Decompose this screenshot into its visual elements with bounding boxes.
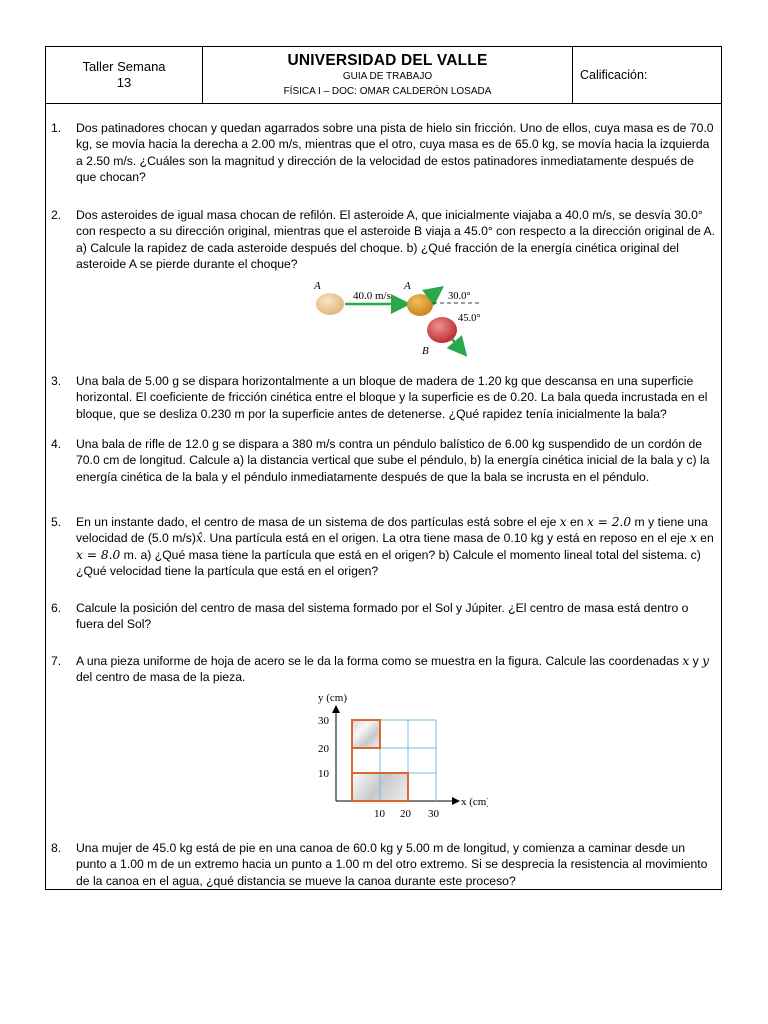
question-text: Una bala de 5.00 g se dispara horizontalmente a un bloque de madera de 1.20 kg que descansa en una superficie horizontal. El coeficiente de fricción cinética entre el bloque y la superficie es de 0.20. La bala queda incrustada en el bloque, que se desliza 0.230 m por la superficie antes de detenerse. ¿Qué rapidez tenía inicialmente la bala? (76, 374, 708, 421)
university-cell (203, 47, 573, 103)
question-number: 1. (51, 121, 62, 135)
question-2 (51, 207, 715, 273)
question-8 (51, 840, 715, 889)
velocity-arrow-a-final (428, 289, 440, 298)
question-text: Una bala de rifle de 12.0 g se dispara a 380 m/s contra un péndulo balístico de 6.00 kg suspendido de un cordón de 70.0 cm de longitud. Calcule a) la distancia vertical que sube el péndulo, b) la energía cinética inicial de la bala y c) la energía cinética de la bala y el péndulo inmediatamente después de que la bala se incrusta en el péndulo. (76, 437, 710, 484)
question-4 (51, 436, 715, 485)
question-1 (51, 120, 715, 186)
asteroid-collision-figure (308, 277, 488, 357)
grade-label: Calificación: (580, 68, 648, 82)
university-name: UNIVERSIDAD DEL VALLE (287, 51, 488, 69)
x-tick-10: 10 (374, 808, 385, 820)
header-table (46, 47, 721, 104)
label-a-final: A (404, 280, 411, 292)
x-tick-30: 30 (428, 808, 439, 820)
asteroid-a-initial (316, 293, 344, 315)
question-number: 5. (51, 515, 62, 529)
grade-cell (573, 47, 721, 103)
y-axis-label: y (cm) (318, 692, 348, 704)
y-tick-30: 30 (318, 715, 329, 727)
question-text: Una mujer de 45.0 kg está de pie en una canoa de 60.0 kg y 5.00 m de longitud, y comienza a caminar desde un punto a 1.00 m de un extremo hacia un punto a 1.00 m del otro extremo. Si se desprecia la resistencia al movimiento de la canoa en el agua, ¿qué distancia se mueve la canoa durante este proceso? (76, 841, 708, 888)
question-number: 6. (51, 601, 62, 615)
question-number: 7. (51, 654, 62, 668)
question-3 (51, 373, 715, 422)
y-tick-20: 20 (318, 743, 329, 755)
question-number: 3. (51, 374, 62, 388)
label-b: B (422, 345, 429, 357)
question-7 (51, 653, 715, 686)
guide-title: GUIA DE TRABAJO (342, 70, 433, 82)
course-title: FÍSICA I – DOC: OMAR CALDERÓN LOSADA (283, 85, 492, 97)
question-5 (51, 514, 715, 580)
angle-a-label: 30.0° (448, 291, 471, 302)
velocity-arrow-b (452, 339, 464, 353)
taller-title: Taller Semana (82, 59, 166, 74)
worksheet-page (45, 46, 722, 890)
x-axis-label: x (cm) (461, 796, 488, 808)
question-text: Calcule la posición del centro de masa del sistema formado por el Sol y Júpiter. ¿El centro de masa está dentro o fuera del Sol? (76, 601, 689, 632)
question-text: En un instante dado, el centro de masa de un sistema de dos partículas está sobre el eje x en x = 2.0 m y tiene una velocidad de (5.0 m/s)x̂. Una partícula está en el origen. La otra tiene masa de 0.10 kg y está en reposo en el eje x en x = 8.0 m. a) ¿Qué masa tiene la partícula que está en el origen? b) Calcule el momento lineal total del sistema. c) ¿Qué velocidad tiene la partícula que está en el origen? (76, 515, 714, 579)
question-number: 2. (51, 208, 62, 222)
y-tick-10: 10 (318, 768, 329, 780)
question-text: Dos asteroides de igual masa chocan de refilón. El asteroide A, que inicialmente viajaba a 40.0 m/s, se desvía 30.0° con respecto a su dirección original, mientras que el asteroide B viaja a 45.0° con respecto a la dirección original de A. a) Calcule la rapidez de cada asteroide después del choque. b) ¿Qué fracción de la energía cinética original del asteroide A se pierde durante el choque? (76, 208, 715, 272)
label-a-initial: A (314, 280, 321, 292)
question-text: Dos patinadores chocan y quedan agarrados sobre una pista de hielo sin fricción. Uno de ellos, cuya masa es de 70.0 kg, se movía hacia la derecha a 2.00 m/s, mientras que el otro, cuya masa es de 65.0 kg, se movía hacia la izquierda a 2.50 m/s. ¿Cuáles son la magnitud y dirección de la velocidad de estos patinadores inmediatamente después de que chocan? (76, 121, 714, 185)
taller-week: 13 (116, 75, 132, 90)
angle-b-label: 45.0° (458, 313, 481, 324)
question-text: A una pieza uniforme de hoja de acero se le da la forma como se muestra en la figura. Calcule las coordenadas x y y del centro de masa de la pieza. (76, 654, 709, 685)
question-number: 4. (51, 437, 62, 451)
question-number: 8. (51, 841, 62, 855)
x-tick-20: 20 (400, 808, 411, 820)
steel-sheet-figure (308, 687, 488, 823)
taller-cell (46, 47, 203, 103)
steel-piece-top (352, 720, 380, 748)
question-6 (51, 600, 715, 633)
speed-label: 40.0 m/s (353, 290, 391, 302)
